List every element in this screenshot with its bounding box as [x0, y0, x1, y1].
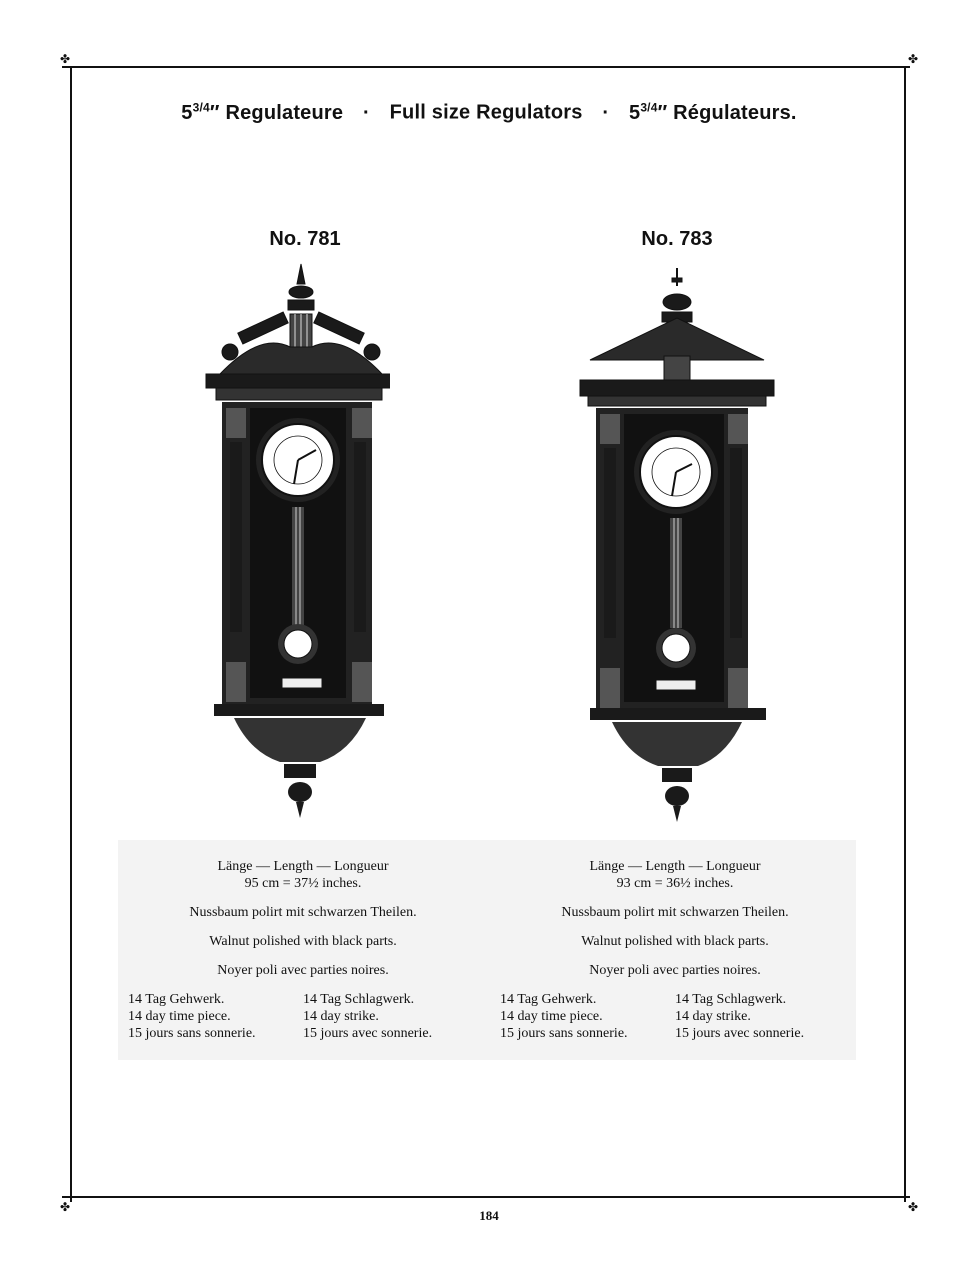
- title-part-french: $5^{3/4}''$ Régulateurs.: [628, 100, 797, 124]
- ornament-top-right-icon: ✤: [907, 52, 919, 66]
- clock-dial: [256, 418, 340, 502]
- clock-783-illustration: [572, 268, 782, 828]
- timepiece-specs: 14 Tag Gehwerk. 14 day time piece. 15 jours sans sonnerie.: [500, 992, 628, 1041]
- frame-left-rule: [70, 66, 72, 1202]
- clock-781-illustration: [200, 262, 390, 822]
- material-english: Walnut polished with black parts.: [581, 934, 769, 949]
- page-title: [0, 100, 978, 125]
- material-french: Noyer poli avec parties noires.: [217, 963, 389, 978]
- length-heading: Länge — Length — Longueur: [589, 859, 761, 874]
- title-separator: ·: [602, 101, 610, 124]
- spec-grid: [500, 991, 850, 1042]
- title-separator: ·: [363, 101, 370, 124]
- material-french: Noyer poli avec parties noires.: [589, 963, 761, 978]
- strike-specs: 14 Tag Schlagwerk. 14 day strike. 15 jours avec sonnerie.: [303, 992, 433, 1041]
- frame-top-rule: [62, 66, 910, 68]
- crest: [580, 268, 774, 406]
- material-german: Nussbaum polirt mit schwarzen Theilen.: [189, 905, 417, 920]
- crest: [206, 264, 390, 400]
- model-title-781: No. 781: [269, 228, 341, 250]
- material-german: Nussbaum polirt mit schwarzen Theilen.: [561, 905, 789, 920]
- page-number: 184: [479, 1208, 499, 1223]
- model-title-783: No. 783: [641, 228, 713, 250]
- length-value: 95 cm = 37½ inches.: [244, 876, 362, 891]
- title-part-english: Full size Regulators: [389, 101, 583, 124]
- strike-specs: 14 Tag Schlagwerk. 14 day strike. 15 jours avec sonnerie.: [675, 992, 805, 1041]
- frame-bottom-rule: [62, 1196, 910, 1198]
- frame-right-rule: [904, 66, 906, 1202]
- product-781-description: [128, 858, 478, 1042]
- product-783-description: [500, 858, 850, 1042]
- timepiece-specs: 14 Tag Gehwerk. 14 day time piece. 15 jours sans sonnerie.: [128, 992, 256, 1041]
- material-english: Walnut polished with black parts.: [209, 934, 397, 949]
- title-part-german: $5^{3/4}''$ Regulateure: [181, 100, 344, 124]
- spec-grid: [128, 991, 478, 1042]
- ornament-bottom-right-icon: ✤: [907, 1200, 919, 1214]
- length-value: 93 cm = 36½ inches.: [616, 876, 734, 891]
- clock-dial: [634, 430, 718, 514]
- ornament-top-left-icon: ✤: [59, 52, 71, 66]
- ornament-bottom-left-icon: ✤: [59, 1200, 71, 1214]
- length-heading: Länge — Length — Longueur: [217, 859, 389, 874]
